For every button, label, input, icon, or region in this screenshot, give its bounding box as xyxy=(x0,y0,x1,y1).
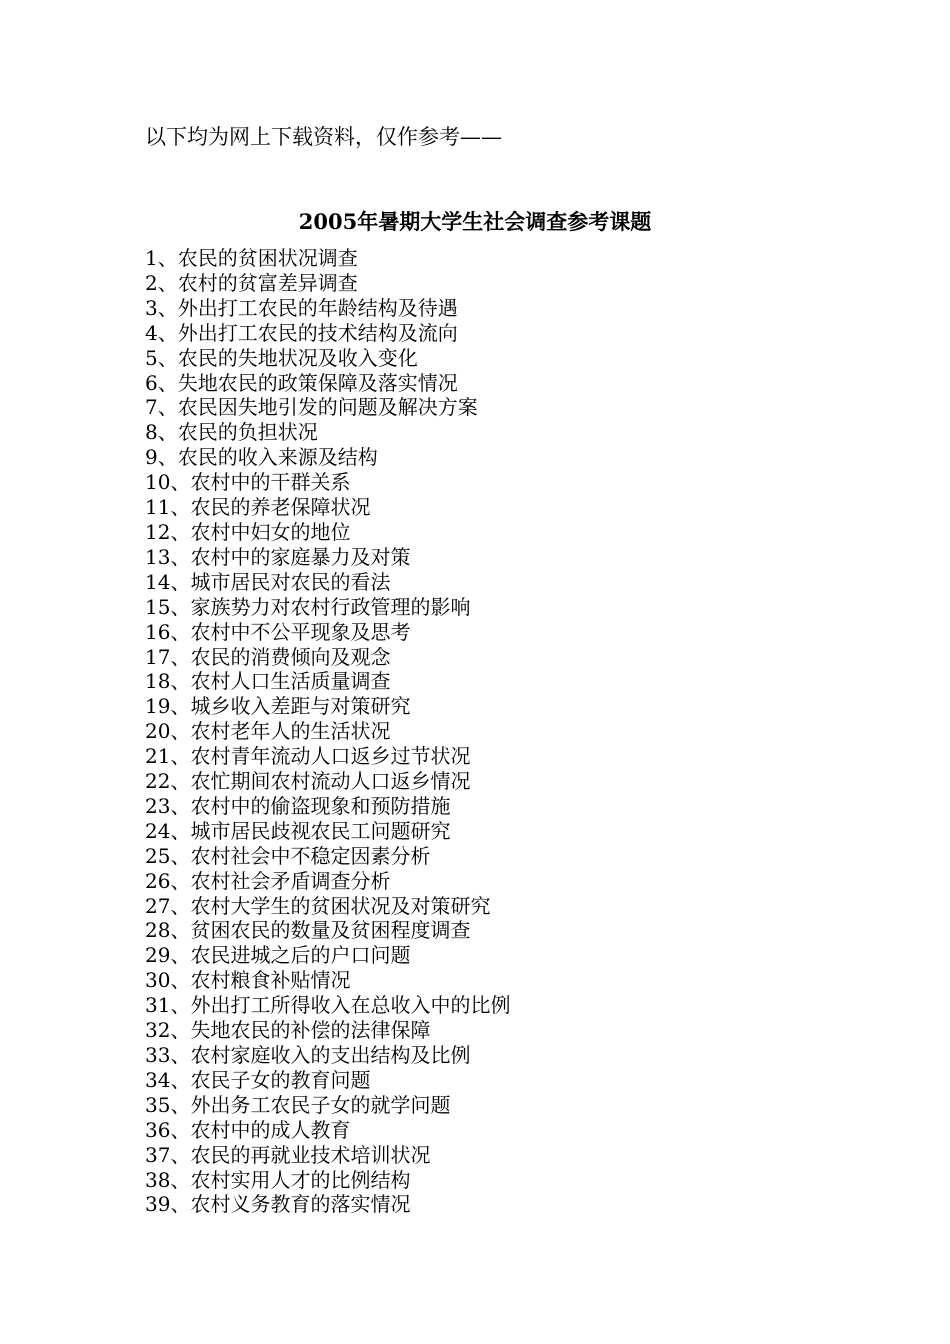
topic-item: 17、农民的消费倾向及观念 xyxy=(145,644,391,669)
topic-item: 29、农民进城之后的户口问题 xyxy=(145,943,411,968)
topic-item: 33、农村家庭收入的支出结构及比例 xyxy=(145,1043,471,1067)
topic-item: 14、城市居民对农民的看法 xyxy=(145,569,391,594)
topic-item: 13、农村中的家庭暴力及对策 xyxy=(145,544,411,569)
topic-item: 10、农村中的干群关系 xyxy=(145,470,351,495)
document-title: 2005年暑期大学生社会调查参考课题 xyxy=(298,209,652,234)
topic-item: 30、农村粮食补贴情况 xyxy=(145,968,351,993)
topic-item: 26、农村社会矛盾调查分析 xyxy=(145,868,391,893)
topic-item: 3、外出打工农民的年龄结构及待遇 xyxy=(145,295,458,320)
topic-item: 19、城乡收入差距与对策研究 xyxy=(145,694,411,719)
topic-item: 7、农民因失地引发的问题及解决方案 xyxy=(145,395,478,420)
intro-note: 以下均为网上下载资料，仅作参考—— xyxy=(145,125,502,149)
topic-item: 32、失地农民的补偿的法律保障 xyxy=(145,1018,431,1043)
topic-item: 20、农村老年人的生活状况 xyxy=(145,719,391,744)
topic-item: 4、外出打工农民的技术结构及流向 xyxy=(145,320,458,345)
topic-item: 2、农村的贫富差异调查 xyxy=(145,270,358,295)
topic-list xyxy=(145,246,510,1217)
topic-item: 16、农村中不公平现象及思考 xyxy=(145,619,411,644)
topic-item: 15、家族势力对农村行政管理的影响 xyxy=(145,594,471,619)
topic-item: 31、外出打工所得收入在总收入中的比例 xyxy=(145,993,511,1018)
topic-item: 12、农村中妇女的地位 xyxy=(145,519,351,544)
topic-item: 34、农民子女的教育问题 xyxy=(145,1067,371,1092)
topic-item: 21、农村青年流动人口返乡过节状况 xyxy=(145,744,471,769)
topic-item: 11、农民的养老保障状况 xyxy=(145,495,371,520)
topic-item: 23、农村中的偷盗现象和预防措施 xyxy=(145,793,451,818)
topic-item: 35、外出务工农民子女的就学问题 xyxy=(145,1092,451,1117)
topic-item: 5、农民的失地状况及收入变化 xyxy=(145,345,418,370)
topic-item: 8、农民的负担状况 xyxy=(145,420,318,445)
topic-item: 38、农村实用人才的比例结构 xyxy=(145,1167,411,1192)
topic-item: 37、农民的再就业技术培训状况 xyxy=(145,1142,431,1167)
topic-item: 27、农村大学生的贫困状况及对策研究 xyxy=(145,893,491,918)
topic-item: 24、城市居民歧视农民工问题研究 xyxy=(145,818,451,843)
topic-item: 36、农村中的成人教育 xyxy=(145,1117,351,1142)
topic-item: 6、失地农民的政策保障及落实情况 xyxy=(145,370,458,395)
topic-item: 18、农村人口生活质量调查 xyxy=(145,669,391,694)
topic-item: 1、农民的贫困状况调查 xyxy=(145,246,358,270)
topic-item: 28、贫困农民的数量及贫困程度调查 xyxy=(145,918,471,943)
topic-item: 22、农忙期间农村流动人口返乡情况 xyxy=(145,769,471,794)
topic-item: 25、农村社会中不稳定因素分析 xyxy=(145,843,431,868)
topic-item: 39、农村义务教育的落实情况 xyxy=(145,1192,411,1217)
topic-item: 9、农民的收入来源及结构 xyxy=(145,445,378,470)
